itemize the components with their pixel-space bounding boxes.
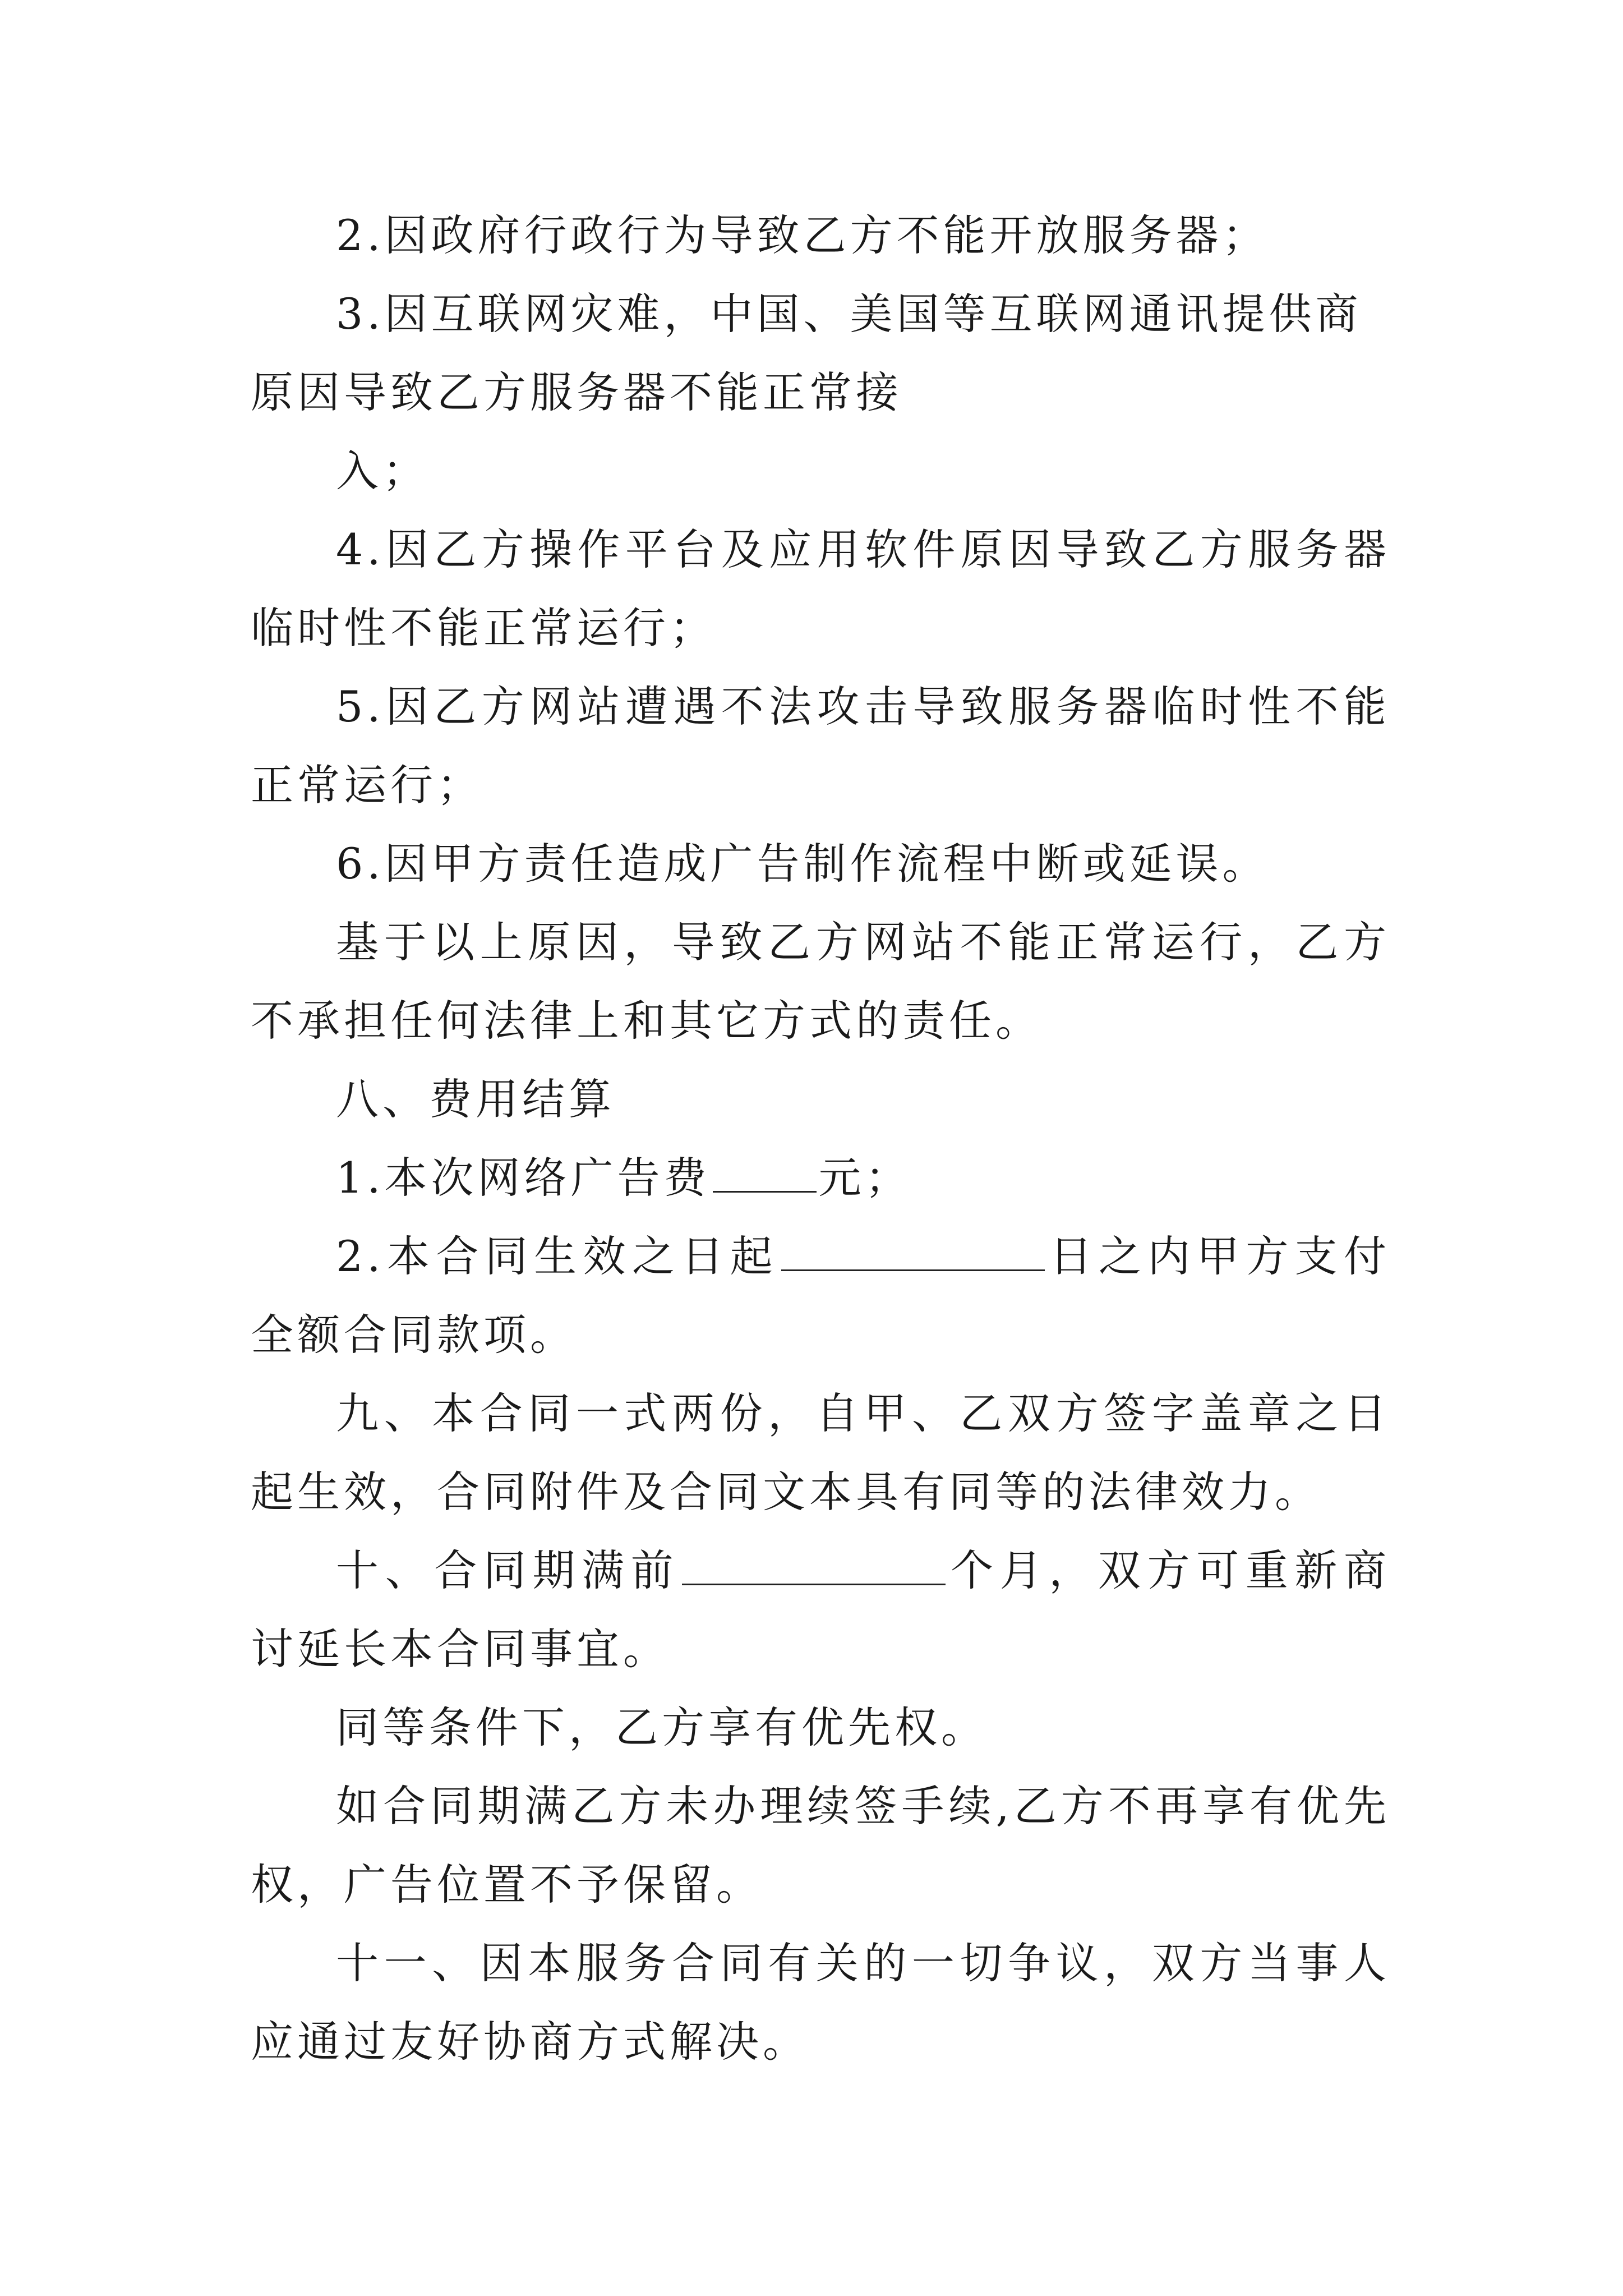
clause-platform-software: 4.因乙方操作平台及应用软件原因导致乙方服务器临时性不能正常运行；: [251, 524, 1390, 653]
renewal-months-blank: [682, 1550, 946, 1585]
payment-term-clause: [251, 1217, 1390, 1374]
fee-amount-unit: 元；: [818, 1153, 912, 1203]
fee-amount-clause: [251, 1139, 1390, 1217]
section-heading-fee-settlement: 八、费用结算: [336, 1074, 615, 1124]
renewal-label: 十、合同期满前: [336, 1545, 680, 1595]
no-renewal-clause: 如合同期满乙方未办理续签手续,乙方不再享有优先权，广告位置不予保留。: [251, 1781, 1390, 1910]
renewal-rest: 个月，双方可重新商讨延长本合同事宜。: [251, 1545, 1390, 1674]
fee-amount-label: 1.本次网络广告费: [336, 1153, 711, 1203]
payment-term-rest: 日之内甲方支付全额合同款项。: [251, 1231, 1391, 1360]
contract-body: [251, 196, 1390, 2081]
clause-illegal-attack: 5.因乙方网站遭遇不法攻击导致服务器临时性不能正常运行；: [251, 682, 1390, 810]
clause-government-action: 2.因政府行政行为导致乙方不能开放服务器；: [336, 210, 1269, 260]
clause-copies-effectiveness: 九、本合同一式两份，自甲、乙双方签字盖章之日起生效，合同附件及合同文本具有同等的法律效力。: [251, 1388, 1390, 1517]
clause-internet-disaster: 3.因互联网灾难，中国、美国等互联网通讯提供商原因导致乙方服务器不能正常接: [251, 289, 1362, 417]
clause-internet-disaster-continued: 入；: [336, 446, 429, 496]
renewal-clause: [251, 1531, 1390, 1688]
priority-right-clause: 同等条件下，乙方享有优先权。: [336, 1703, 988, 1752]
liability-disclaimer: 基于以上原因，导致乙方网站不能正常运行，乙方不承担任何法律上和其它方式的责任。: [251, 917, 1390, 1046]
clause-party-a-delay: 6.因甲方责任造成广告制作流程中断或延误。: [336, 839, 1269, 889]
payment-term-label: 2.本合同生效之日起: [336, 1231, 780, 1281]
fee-amount-blank: [713, 1157, 817, 1193]
dispute-resolution-clause: 十一、因本服务合同有关的一切争议，双方当事人应通过友好协商方式解决。: [251, 1938, 1390, 2067]
payment-days-blank: [781, 1236, 1045, 1271]
